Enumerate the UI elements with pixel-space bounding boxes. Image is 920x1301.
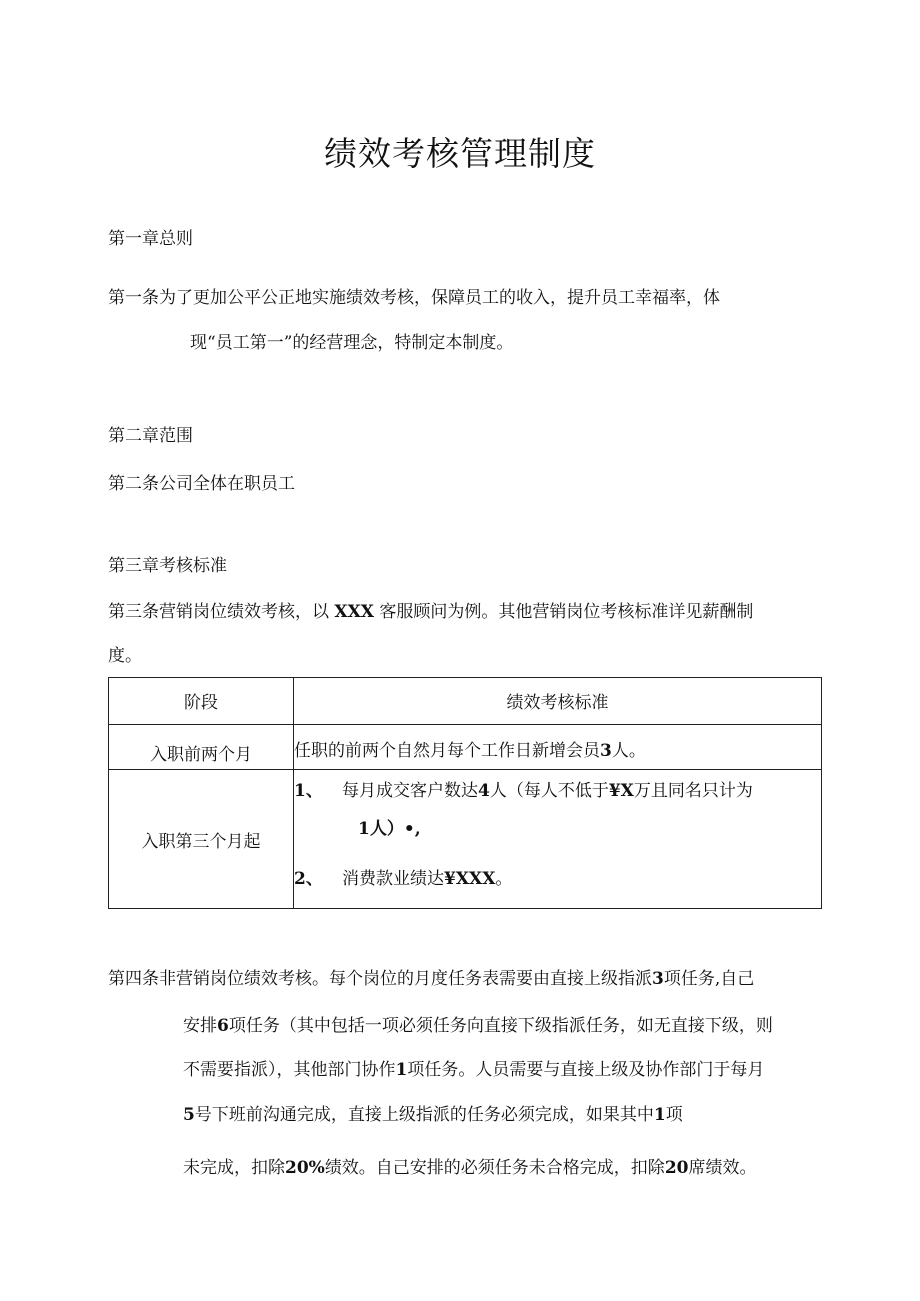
standard-item-2: 2、 消费款业绩达¥XXX。 (294, 869, 513, 889)
article-3-line-2: 度。 (108, 646, 142, 666)
row2-standard (294, 770, 822, 909)
header-stage: 阶段 (109, 678, 294, 725)
article-3-text-c: 客服顾问为例。其他营销岗位考核标准详见薪酬制 (379, 602, 754, 622)
article-3-text-a: 第三条营销岗位绩效考核，以 (108, 602, 329, 622)
chapter-1-heading: 第一章总则 (108, 229, 193, 249)
article-4-line-3: 不需要指派），其他部门协作1项任务。人员需要与直接上级及协作部门于每月 (183, 1060, 765, 1080)
row1-stage: 入职前两个月 (109, 725, 294, 770)
table-row (109, 770, 822, 909)
article-4-line-5: 未完成，扣除20%绩效。自己安排的必须任务未合格完成，扣除20席绩效。 (183, 1158, 757, 1178)
header-standard: 绩效考核标准 (294, 678, 822, 725)
article-4-line-1: 第四条非营销岗位绩效考核。每个岗位的月度任务表需要由直接上级指派3项任务,自己 (108, 969, 755, 989)
article-4-line-4: 5号下班前沟通完成，直接上级指派的任务必须完成，如果其中1项 (183, 1105, 683, 1125)
article-1-line-1: 第一条为了更加公平公正地实施绩效考核，保障员工的收入，提升员工幸福率，体 (108, 288, 720, 308)
table-header-row (109, 678, 822, 725)
article-1-line-2: 现“员工第一”的经营理念，特制定本制度。 (190, 333, 514, 353)
row1-standard: 任职的前两个自然月每个工作日新增会员3人。 (294, 725, 822, 770)
article-2: 第二条公司全体在职员工 (108, 474, 295, 494)
article-4-line-2: 安排6项任务（其中包括一项必须任务向直接下级指派任务，如无直接下级，则 (183, 1016, 773, 1036)
chapter-3-heading: 第三章考核标准 (108, 556, 227, 576)
chapter-2-heading: 第二章范围 (108, 426, 193, 446)
document-title: 绩效考核管理制度 (324, 134, 596, 173)
article-3-placeholder: XXX (334, 602, 374, 622)
standard-item-1: 1、 每月成交客户数达4人（每人不低于¥X万且同名只计为 (294, 781, 753, 801)
article-3-line-1 (108, 597, 753, 622)
table-row (109, 725, 822, 770)
row2-stage: 入职第三个月起 (109, 770, 294, 909)
standard-item-1-continued: 1人）•, (358, 819, 421, 839)
standards-table (108, 677, 822, 909)
